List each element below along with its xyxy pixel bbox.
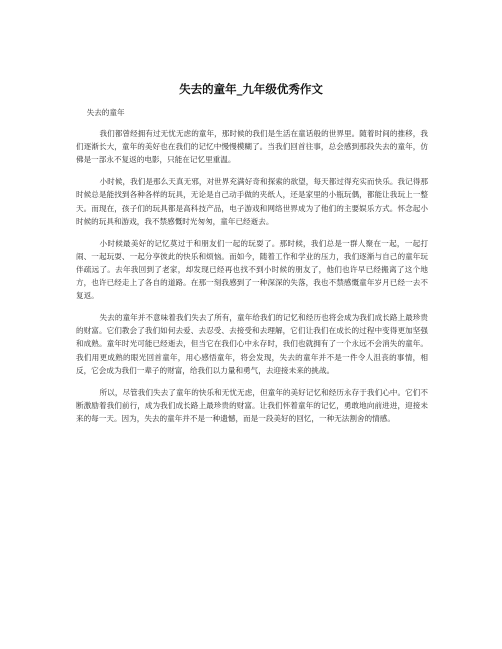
paragraph-4: 失去的童年并不意味着我们失去了所有，童年给我们的记忆和经历也将会成为我们成长路上最珍贵的财富。它们教会了我们如何去爱、去忍受、去接受和去理解，它们让我们在成长的过程中变得更加坚强和成熟。童年时光可能已经逝去，但当它在我们心中永存时，我们也就拥有了一个永远不会消失的童年。我们用更成熟的眼光回首童年，用心感悟童年，将会发现，失去的童年并不是一件令人沮丧的事情，相反，它会成为我们一辈子的财富，给我们以力量和勇气，去迎接未来的挑战。 bbox=[76, 313, 428, 375]
paragraph-2: 小时候，我们是那么天真无邪，对世界充满好奇和探索的欲望，每天都过得充实而快乐。我记得那时候总是能找到各种各样的玩具，无论是自己动手做的夹纸人，还是家里的小瓶玩偶，都能让我玩上一整天。而现在，孩子们的玩具都是高科技产品，电子游戏和网络世界成为了他们的主要娱乐方式。怀念起小时候的玩具和游戏，我不禁感慨时光匆匆，童年已经逝去。 bbox=[76, 177, 428, 226]
document-title: 失去的童年_九年级优秀作文 bbox=[179, 82, 323, 96]
essay-subtitle: 失去的童年 bbox=[86, 108, 125, 117]
paragraph-1: 我们都曾经拥有过无忧无虑的童年，那时候的我们是生活在童话般的世界里。随着时间的推移，我们逐渐长大，童年的美好也在我们的记忆中慢慢模糊了。当我们回首往事，总会感到那段失去的童年，仿佛是一部永不复返的电影，只能在记忆里重温。 bbox=[76, 129, 428, 165]
document-body bbox=[76, 106, 428, 434]
paragraph-5: 所以，尽管我们失去了童年的快乐和无忧无虑，但童年的美好记忆和经历永存于我们心中。它们不断激励着我们前行，成为我们成长路上最珍贵的财富。让我们怀着童年的记忆，勇敢地向前进进，迎接未来的每一天。因为，失去的童年并不是一种遗憾，而是一段美好的回忆，一种无法割舍的情感。 bbox=[76, 387, 428, 423]
paragraph-3: 小时候最美好的记忆莫过于和朋友们一起的玩耍了。那时候，我们总是一群人聚在一起，一起打闹、一起玩耍、一起分享彼此的快乐和烦恼。而如今，随着工作和学业的压力，我们逐渐与自己的童年玩伴疏远了。去年我回到了老家，却发现已经再也找不到小时候的朋友了，他们也许早已经搬离了这个地方，也许已经走上了各自的道路。在那一刻我感到了一种深深的失落，我也不禁感慨童年岁月已经一去不复返。 bbox=[76, 238, 428, 301]
